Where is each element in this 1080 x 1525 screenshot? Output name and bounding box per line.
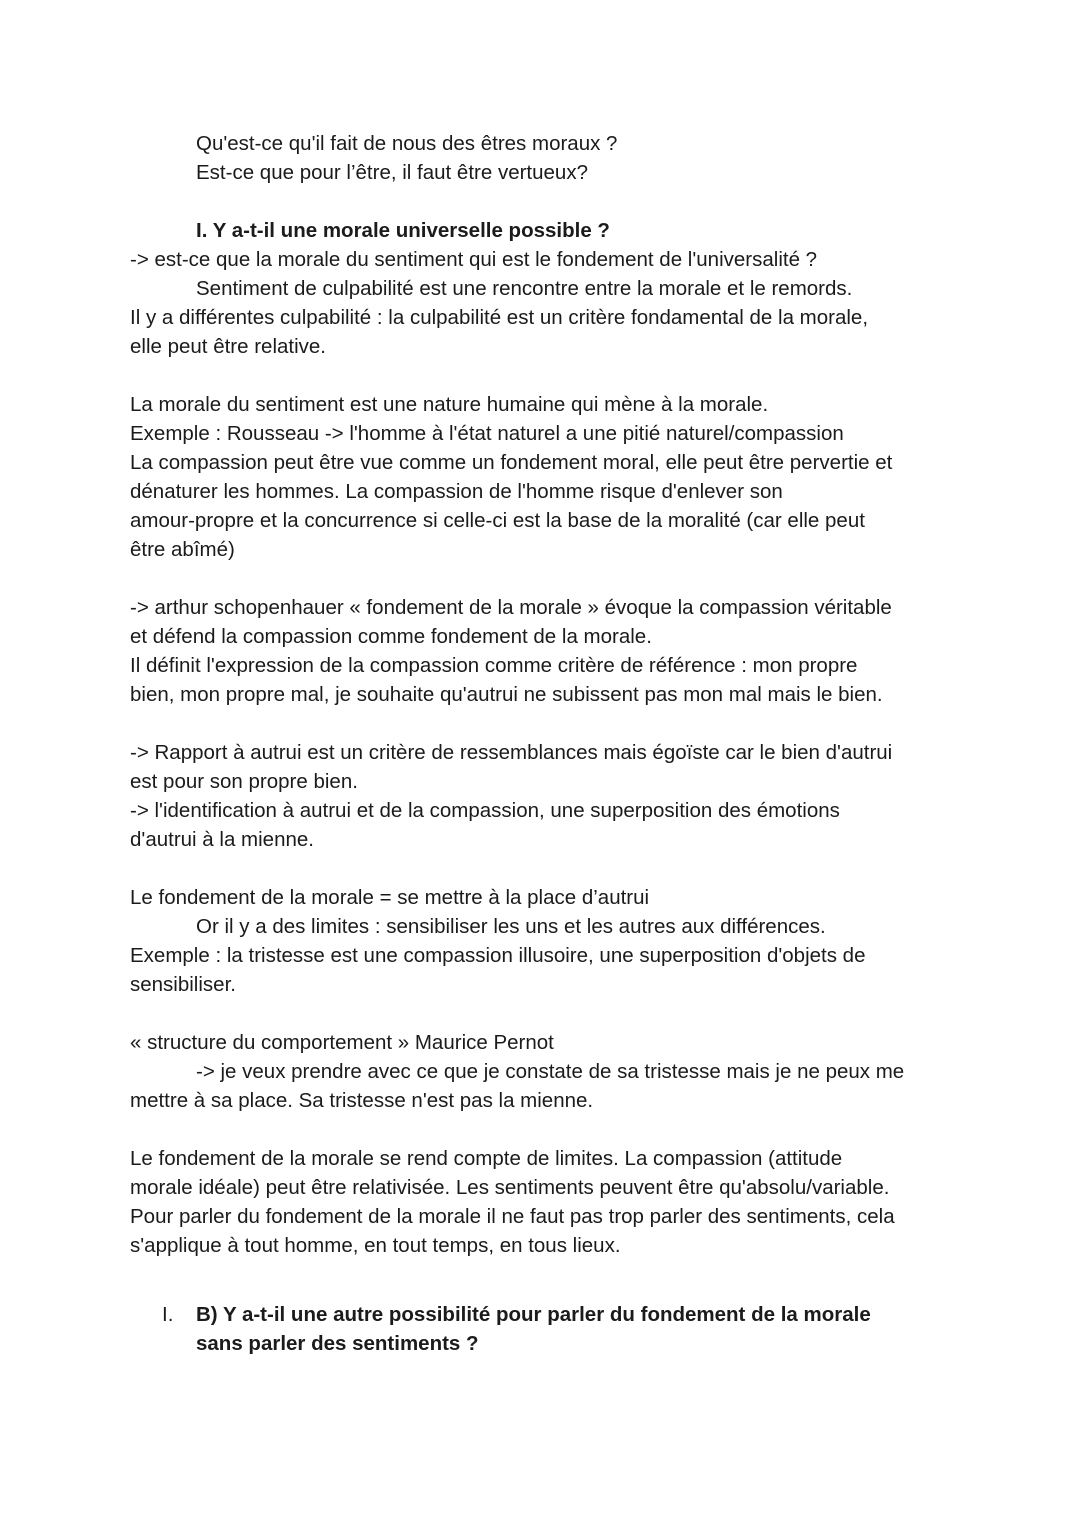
- paragraph-line: -> arthur schopenhauer « fondement de la morale » évoque la compassion véritable: [130, 596, 892, 619]
- paragraph-line: Or il y a des limites : sensibiliser les uns et les autres aux différences.: [196, 915, 826, 938]
- paragraph-line: -> Rapport à autrui est un critère de ressemblances mais égoïste car le bien d'autrui: [130, 741, 893, 764]
- paragraph-line: sensibiliser.: [130, 973, 236, 996]
- question-line: Qu'est-ce qu'il fait de nous des êtres moraux ?: [196, 132, 618, 155]
- paragraph-line: dénaturer les hommes. La compassion de l'homme risque d'enlever son: [130, 480, 783, 503]
- question-line: Est-ce que pour l’être, il faut être vertueux?: [196, 161, 588, 184]
- list-number: I.: [162, 1303, 174, 1326]
- paragraph-line: La compassion peut être vue comme un fondement moral, elle peut être pervertie et: [130, 451, 893, 474]
- subsection-title-line: sans parler des sentiments ?: [196, 1332, 479, 1355]
- paragraph-line: s'applique à tout homme, en tout temps, en tous lieux.: [130, 1234, 621, 1257]
- paragraph-line: d'autrui à la mienne.: [130, 828, 314, 851]
- paragraph-line: elle peut être relative.: [130, 335, 327, 358]
- paragraph-line: et défend la compassion comme fondement de la morale.: [130, 625, 652, 648]
- paragraph-line: Sentiment de culpabilité est une rencontre entre la morale et le remords.: [196, 277, 853, 300]
- subsection-heading: [130, 1300, 960, 1358]
- subsection-title-line: B) Y a-t-il une autre possibilité pour parler du fondement de la morale: [196, 1303, 871, 1326]
- paragraph-line: -> l'identification à autrui et de la compassion, une superposition des émotions: [130, 799, 840, 822]
- paragraph-line: Exemple : Rousseau -> l'homme à l'état naturel a une pitié naturel/compassion: [130, 422, 844, 445]
- paragraph-line: Exemple : la tristesse est une compassion illusoire, une superposition d'objets de: [130, 944, 866, 967]
- paragraph-line: -> je veux prendre avec ce que je constate de sa tristesse mais je ne peux me: [196, 1060, 905, 1083]
- paragraph-line: être abîmé): [130, 538, 235, 561]
- paragraph-line: -> est-ce que la morale du sentiment qui est le fondement de l'universalité ?: [130, 248, 818, 271]
- paragraph-line: morale idéale) peut être relativisée. Les sentiments peuvent être qu'absolu/variable.: [130, 1176, 890, 1199]
- paragraph-line: Le fondement de la morale se rend compte de limites. La compassion (attitude: [130, 1147, 843, 1170]
- paragraph-line: Pour parler du fondement de la morale il ne faut pas trop parler des sentiments, cela: [130, 1205, 895, 1228]
- paragraph-line: Il y a différentes culpabilité : la culpabilité est un critère fondamental de la morale,: [130, 306, 869, 329]
- paragraph-line: La morale du sentiment est une nature humaine qui mène à la morale.: [130, 393, 769, 416]
- paragraph-line: bien, mon propre mal, je souhaite qu'autrui ne subissent pas mon mal mais le bien.: [130, 683, 883, 706]
- paragraph-line: Le fondement de la morale = se mettre à la place d’autrui: [130, 886, 650, 909]
- paragraph-line: mettre à sa place. Sa tristesse n'est pas la mienne.: [130, 1089, 594, 1112]
- paragraph-line: amour-propre et la concurrence si celle-ci est la base de la moralité (car elle peut: [130, 509, 865, 532]
- paragraph-line: « structure du comportement » Maurice Pernot: [130, 1031, 554, 1054]
- document-page: [130, 129, 960, 1355]
- section-title: I. Y a-t-il une morale universelle possible ?: [196, 219, 610, 242]
- paragraph-line: Il définit l'expression de la compassion comme critère de référence : mon propre: [130, 654, 858, 677]
- paragraph-line: est pour son propre bien.: [130, 770, 358, 793]
